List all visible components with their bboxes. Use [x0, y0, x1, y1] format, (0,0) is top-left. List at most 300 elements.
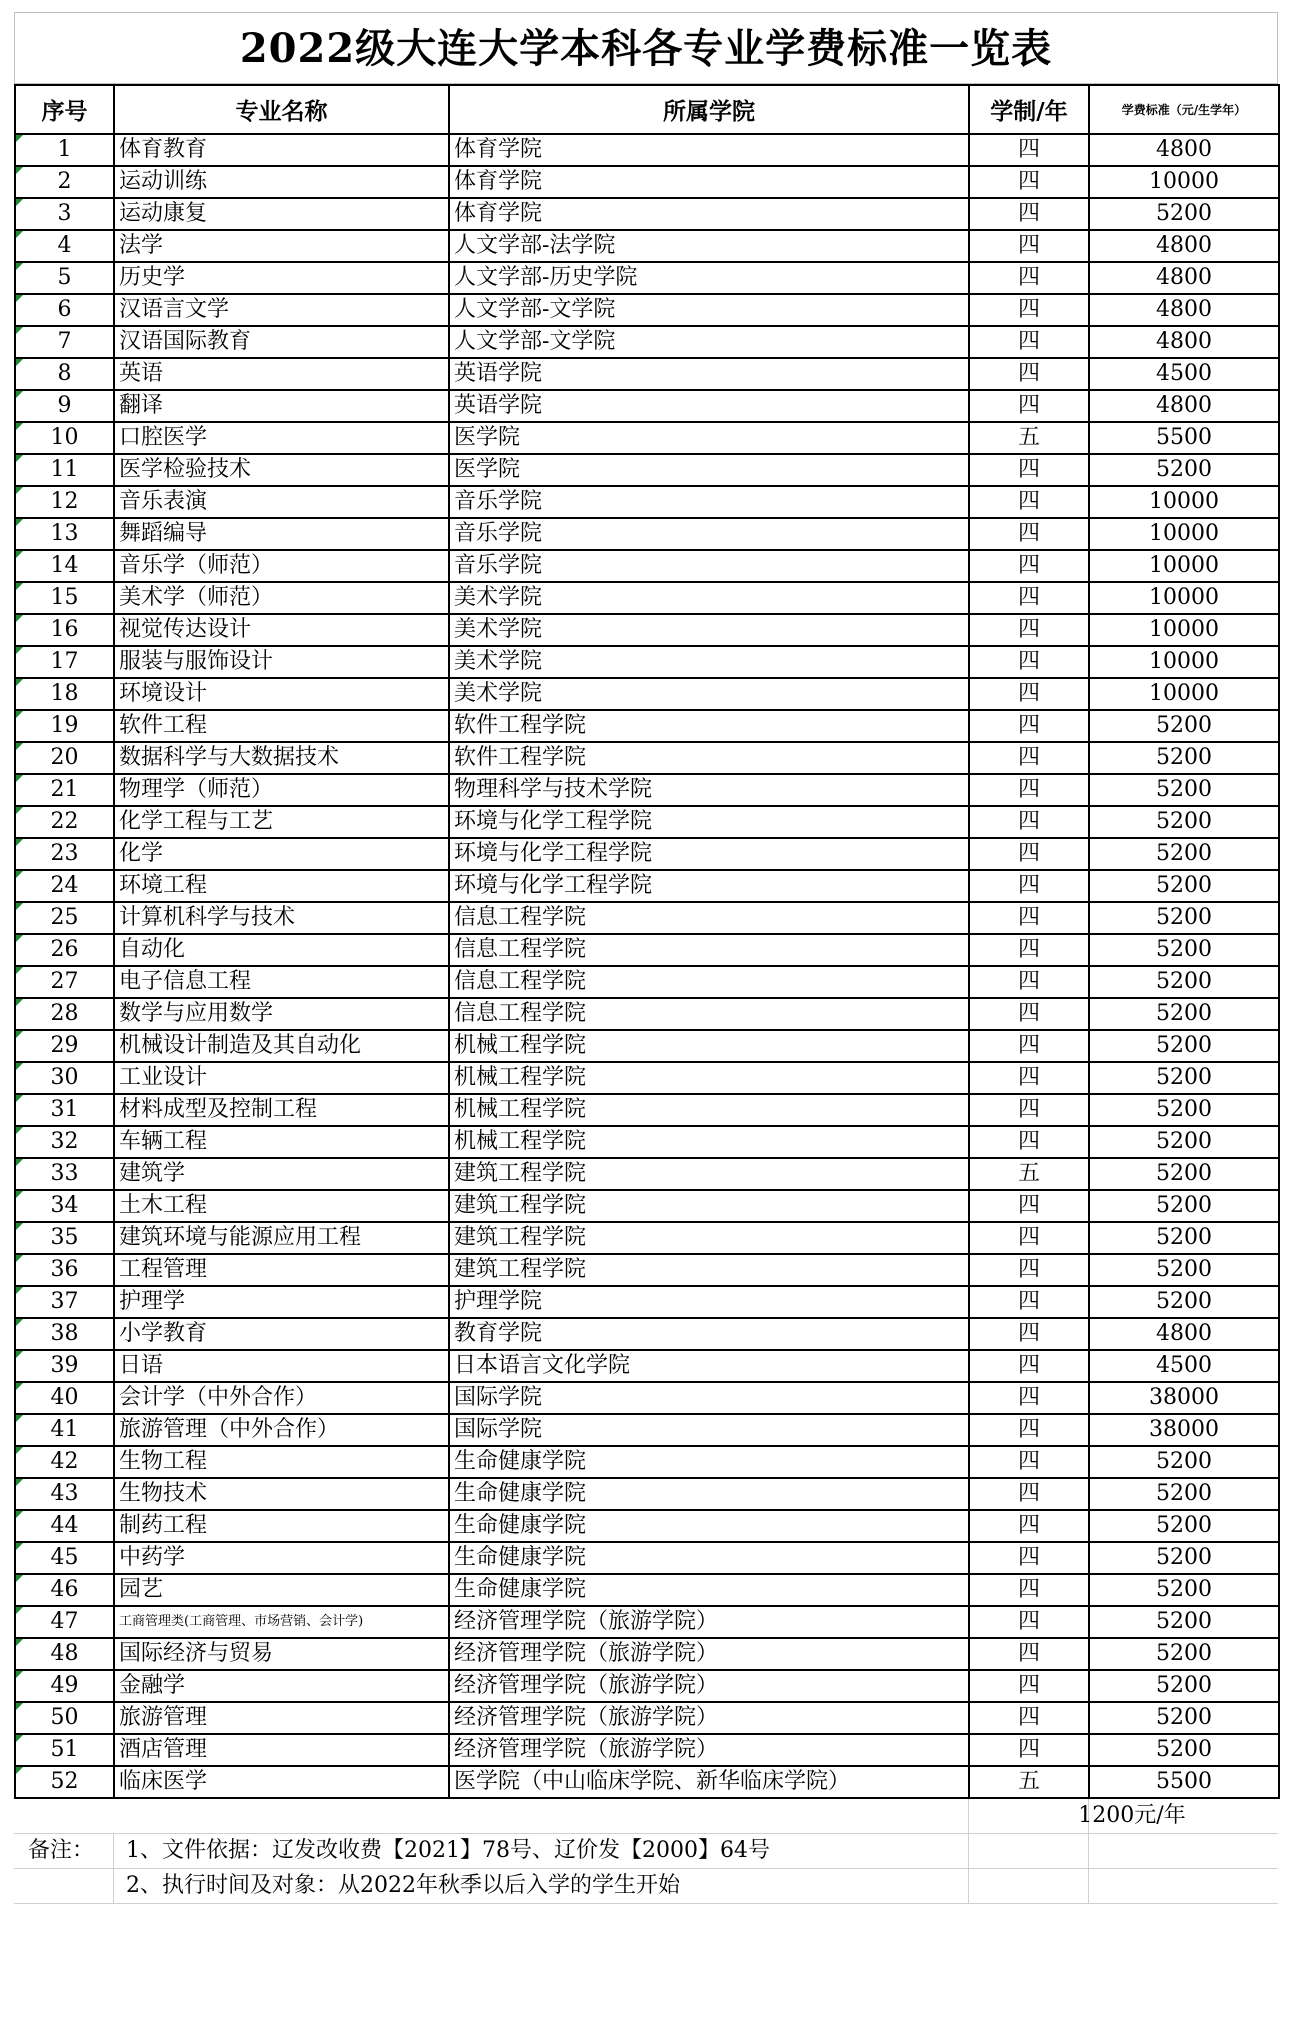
major-name: 日语: [114, 1350, 449, 1382]
extra-fee: 1200元/年: [1078, 1803, 1186, 1828]
tuition-fee: 5200: [1089, 1446, 1279, 1478]
note-line-2: 2、执行时间及对象：从2022年秋季以后入学的学生开始: [126, 1873, 680, 1898]
program-years: 四: [969, 966, 1089, 998]
table-row: [15, 774, 1279, 806]
major-name: 环境工程: [114, 870, 449, 902]
header-years: 学制/年: [969, 85, 1089, 134]
tuition-fee: 4800: [1089, 294, 1279, 326]
major-name: 舞蹈编导: [114, 518, 449, 550]
tuition-fee: 5200: [1089, 1606, 1279, 1638]
row-number: 21: [15, 774, 114, 806]
row-number: 10: [15, 422, 114, 454]
college-name: 人文学部-文学院: [449, 326, 969, 358]
tuition-fee: 5200: [1089, 838, 1279, 870]
row-number: 34: [15, 1190, 114, 1222]
tuition-fee: 5200: [1089, 1190, 1279, 1222]
major-name: 化学工程与工艺: [114, 806, 449, 838]
tuition-fee: 4800: [1089, 1318, 1279, 1350]
college-name: 信息工程学院: [449, 902, 969, 934]
program-years: 四: [969, 1414, 1089, 1446]
table-row: [15, 902, 1279, 934]
header-college: 所属学院: [449, 85, 969, 134]
major-name: 数据科学与大数据技术: [114, 742, 449, 774]
row-number: 33: [15, 1158, 114, 1190]
extra-fee-row: [14, 1799, 1278, 1834]
program-years: 四: [969, 1574, 1089, 1606]
tuition-fee: 10000: [1089, 614, 1279, 646]
college-name: 护理学院: [449, 1286, 969, 1318]
tuition-fee: 5200: [1089, 742, 1279, 774]
tuition-fee: 5200: [1089, 1254, 1279, 1286]
tuition-fee: 5200: [1089, 902, 1279, 934]
table-row: [15, 646, 1279, 678]
program-years: 四: [969, 1030, 1089, 1062]
tuition-fee: 4800: [1089, 326, 1279, 358]
notes-row-2: [14, 1869, 1278, 1904]
program-years: 四: [969, 454, 1089, 486]
table-row: [15, 806, 1279, 838]
table-row: [15, 294, 1279, 326]
major-name: 小学教育: [114, 1318, 449, 1350]
table-row: [15, 1446, 1279, 1478]
tuition-fee: 4800: [1089, 230, 1279, 262]
college-name: 体育学院: [449, 198, 969, 230]
tuition-fee: 5200: [1089, 1638, 1279, 1670]
table-row: [15, 838, 1279, 870]
program-years: 四: [969, 326, 1089, 358]
program-years: 五: [969, 1766, 1089, 1798]
tuition-fee: 5200: [1089, 966, 1279, 998]
program-years: 四: [969, 1734, 1089, 1766]
college-name: 环境与化学工程学院: [449, 870, 969, 902]
tuition-fee: 5200: [1089, 1478, 1279, 1510]
table-row: [15, 454, 1279, 486]
major-name: 国际经济与贸易: [114, 1638, 449, 1670]
tuition-fee: 5200: [1089, 870, 1279, 902]
fee-sheet: [14, 12, 1278, 1904]
tuition-fee: 5200: [1089, 774, 1279, 806]
college-name: 机械工程学院: [449, 1094, 969, 1126]
college-name: 医学院: [449, 454, 969, 486]
college-name: 生命健康学院: [449, 1446, 969, 1478]
major-name: 旅游管理（中外合作）: [114, 1414, 449, 1446]
major-name: 护理学: [114, 1286, 449, 1318]
program-years: 四: [969, 550, 1089, 582]
program-years: 四: [969, 230, 1089, 262]
row-number: 38: [15, 1318, 114, 1350]
major-name: 视觉传达设计: [114, 614, 449, 646]
program-years: 四: [969, 870, 1089, 902]
program-years: 四: [969, 806, 1089, 838]
row-number: 49: [15, 1670, 114, 1702]
row-number: 48: [15, 1638, 114, 1670]
table-row: [15, 870, 1279, 902]
table-row: [15, 1382, 1279, 1414]
major-name: 美术学（师范）: [114, 582, 449, 614]
program-years: 四: [969, 1222, 1089, 1254]
college-name: 美术学院: [449, 646, 969, 678]
major-name: 建筑环境与能源应用工程: [114, 1222, 449, 1254]
program-years: 四: [969, 998, 1089, 1030]
tuition-fee: 4800: [1089, 262, 1279, 294]
table-row: [15, 1190, 1279, 1222]
tuition-fee: 38000: [1089, 1382, 1279, 1414]
table-row: [15, 966, 1279, 998]
program-years: 四: [969, 358, 1089, 390]
tuition-fee: 5200: [1089, 998, 1279, 1030]
major-name: 酒店管理: [114, 1734, 449, 1766]
college-name: 音乐学院: [449, 518, 969, 550]
major-name: 运动训练: [114, 166, 449, 198]
major-name: 汉语国际教育: [114, 326, 449, 358]
row-number: 30: [15, 1062, 114, 1094]
college-name: 美术学院: [449, 582, 969, 614]
tuition-fee: 5200: [1089, 1670, 1279, 1702]
major-name: 生物技术: [114, 1478, 449, 1510]
college-name: 英语学院: [449, 390, 969, 422]
tuition-fee: 10000: [1089, 486, 1279, 518]
table-row: [15, 486, 1279, 518]
row-number: 7: [15, 326, 114, 358]
row-number: 5: [15, 262, 114, 294]
row-number: 6: [15, 294, 114, 326]
program-years: 四: [969, 1702, 1089, 1734]
tuition-fee: 10000: [1089, 518, 1279, 550]
program-years: 五: [969, 1158, 1089, 1190]
tuition-fee: 5200: [1089, 710, 1279, 742]
row-number: 12: [15, 486, 114, 518]
major-name: 电子信息工程: [114, 966, 449, 998]
program-years: 四: [969, 1478, 1089, 1510]
major-name: 工程管理: [114, 1254, 449, 1286]
program-years: 四: [969, 1190, 1089, 1222]
tuition-fee: 5200: [1089, 1062, 1279, 1094]
program-years: 四: [969, 934, 1089, 966]
row-number: 26: [15, 934, 114, 966]
program-years: 四: [969, 1254, 1089, 1286]
major-name: 自动化: [114, 934, 449, 966]
major-name: 运动康复: [114, 198, 449, 230]
major-name: 建筑学: [114, 1158, 449, 1190]
tuition-fee: 4800: [1089, 134, 1279, 166]
row-number: 31: [15, 1094, 114, 1126]
row-number: 11: [15, 454, 114, 486]
row-number: 45: [15, 1542, 114, 1574]
program-years: 四: [969, 198, 1089, 230]
major-name: 英语: [114, 358, 449, 390]
college-name: 建筑工程学院: [449, 1158, 969, 1190]
row-number: 19: [15, 710, 114, 742]
row-number: 23: [15, 838, 114, 870]
header-fee: 学费标准（元/生学年）: [1089, 85, 1279, 134]
table-row: [15, 422, 1279, 454]
program-years: 四: [969, 1318, 1089, 1350]
major-name: 化学: [114, 838, 449, 870]
program-years: 四: [969, 262, 1089, 294]
program-years: 四: [969, 582, 1089, 614]
college-name: 人文学部-文学院: [449, 294, 969, 326]
major-name: 音乐表演: [114, 486, 449, 518]
tuition-fee: 5200: [1089, 1126, 1279, 1158]
program-years: 四: [969, 742, 1089, 774]
table-row: [15, 1286, 1279, 1318]
tuition-fee: 5200: [1089, 1702, 1279, 1734]
program-years: 四: [969, 1510, 1089, 1542]
major-name: 环境设计: [114, 678, 449, 710]
college-name: 国际学院: [449, 1414, 969, 1446]
tuition-fee: 10000: [1089, 678, 1279, 710]
row-number: 40: [15, 1382, 114, 1414]
program-years: 四: [969, 1094, 1089, 1126]
table-row: [15, 166, 1279, 198]
college-name: 环境与化学工程学院: [449, 806, 969, 838]
program-years: 四: [969, 1606, 1089, 1638]
tuition-fee: 38000: [1089, 1414, 1279, 1446]
table-row: [15, 1318, 1279, 1350]
table-row: [15, 1606, 1279, 1638]
major-name: 会计学（中外合作）: [114, 1382, 449, 1414]
row-number: 32: [15, 1126, 114, 1158]
major-name: 法学: [114, 230, 449, 262]
table-row: [15, 742, 1279, 774]
header-no: 序号: [15, 85, 114, 134]
college-name: 音乐学院: [449, 486, 969, 518]
row-number: 8: [15, 358, 114, 390]
college-name: 软件工程学院: [449, 742, 969, 774]
major-name: 历史学: [114, 262, 449, 294]
college-name: 机械工程学院: [449, 1030, 969, 1062]
college-name: 信息工程学院: [449, 998, 969, 1030]
fee-table-body: [15, 134, 1279, 1798]
major-name: 汉语言文学: [114, 294, 449, 326]
program-years: 四: [969, 1062, 1089, 1094]
college-name: 经济管理学院（旅游学院）: [449, 1606, 969, 1638]
college-name: 经济管理学院（旅游学院）: [449, 1734, 969, 1766]
tuition-fee: 5200: [1089, 198, 1279, 230]
note-line-1: 1、文件依据：辽发改收费【2021】78号、辽价发【2000】64号: [126, 1838, 770, 1863]
major-name: 服装与服饰设计: [114, 646, 449, 678]
program-years: 四: [969, 518, 1089, 550]
program-years: 四: [969, 902, 1089, 934]
college-name: 人文学部-历史学院: [449, 262, 969, 294]
table-row: [15, 1126, 1279, 1158]
table-row: [15, 1670, 1279, 1702]
row-number: 22: [15, 806, 114, 838]
table-row: [15, 1510, 1279, 1542]
major-name: 音乐学（师范）: [114, 550, 449, 582]
table-row: [15, 1030, 1279, 1062]
college-name: 生命健康学院: [449, 1510, 969, 1542]
table-row: [15, 1734, 1279, 1766]
college-name: 教育学院: [449, 1318, 969, 1350]
program-years: 四: [969, 838, 1089, 870]
major-name: 旅游管理: [114, 1702, 449, 1734]
program-years: 四: [969, 1382, 1089, 1414]
major-name: 机械设计制造及其自动化: [114, 1030, 449, 1062]
row-number: 50: [15, 1702, 114, 1734]
page-title: 2022级大连大学本科各专业学费标准一览表: [14, 12, 1278, 84]
row-number: 16: [15, 614, 114, 646]
row-number: 42: [15, 1446, 114, 1478]
table-row: [15, 1574, 1279, 1606]
table-row: [15, 1094, 1279, 1126]
program-years: 四: [969, 1446, 1089, 1478]
tuition-fee: 5200: [1089, 1734, 1279, 1766]
row-number: 29: [15, 1030, 114, 1062]
program-years: 四: [969, 646, 1089, 678]
college-name: 医学院: [449, 422, 969, 454]
table-row: [15, 998, 1279, 1030]
college-name: 经济管理学院（旅游学院）: [449, 1638, 969, 1670]
table-row: [15, 614, 1279, 646]
program-years: 四: [969, 1126, 1089, 1158]
row-number: 24: [15, 870, 114, 902]
row-number: 28: [15, 998, 114, 1030]
college-name: 国际学院: [449, 1382, 969, 1414]
table-row: [15, 678, 1279, 710]
major-name: 计算机科学与技术: [114, 902, 449, 934]
table-row: [15, 582, 1279, 614]
tuition-fee: 5200: [1089, 1094, 1279, 1126]
fee-table: [14, 84, 1280, 1799]
college-name: 体育学院: [449, 166, 969, 198]
major-name: 土木工程: [114, 1190, 449, 1222]
table-row: [15, 1766, 1279, 1798]
row-number: 27: [15, 966, 114, 998]
row-number: 41: [15, 1414, 114, 1446]
row-number: 51: [15, 1734, 114, 1766]
header-major: 专业名称: [114, 85, 449, 134]
tuition-fee: 5200: [1089, 454, 1279, 486]
row-number: 39: [15, 1350, 114, 1382]
program-years: 四: [969, 486, 1089, 518]
tuition-fee: 4500: [1089, 358, 1279, 390]
college-name: 生命健康学院: [449, 1542, 969, 1574]
table-row: [15, 134, 1279, 166]
tuition-fee: 5200: [1089, 1158, 1279, 1190]
program-years: 五: [969, 422, 1089, 454]
row-number: 14: [15, 550, 114, 582]
table-row: [15, 518, 1279, 550]
table-row: [15, 1478, 1279, 1510]
program-years: 四: [969, 134, 1089, 166]
college-name: 建筑工程学院: [449, 1190, 969, 1222]
tuition-fee: 5500: [1089, 422, 1279, 454]
college-name: 经济管理学院（旅游学院）: [449, 1702, 969, 1734]
major-name: 中药学: [114, 1542, 449, 1574]
table-row: [15, 230, 1279, 262]
major-name: 体育教育: [114, 134, 449, 166]
tuition-fee: 10000: [1089, 166, 1279, 198]
college-name: 人文学部-法学院: [449, 230, 969, 262]
row-number: 1: [15, 134, 114, 166]
program-years: 四: [969, 1286, 1089, 1318]
major-name: 生物工程: [114, 1446, 449, 1478]
major-name: 车辆工程: [114, 1126, 449, 1158]
major-name: 物理学（师范）: [114, 774, 449, 806]
program-years: 四: [969, 294, 1089, 326]
header-row: [15, 85, 1279, 134]
tuition-fee: 5200: [1089, 806, 1279, 838]
major-name: 软件工程: [114, 710, 449, 742]
college-name: 信息工程学院: [449, 966, 969, 998]
row-number: 37: [15, 1286, 114, 1318]
college-name: 体育学院: [449, 134, 969, 166]
tuition-fee: 10000: [1089, 646, 1279, 678]
table-row: [15, 1350, 1279, 1382]
table-row: [15, 358, 1279, 390]
major-name: 医学检验技术: [114, 454, 449, 486]
tuition-fee: 4500: [1089, 1350, 1279, 1382]
table-row: [15, 934, 1279, 966]
major-name: 临床医学: [114, 1766, 449, 1798]
notes-row-1: [14, 1834, 1278, 1869]
college-name: 信息工程学院: [449, 934, 969, 966]
row-number: 4: [15, 230, 114, 262]
program-years: 四: [969, 710, 1089, 742]
college-name: 美术学院: [449, 678, 969, 710]
row-number: 47: [15, 1606, 114, 1638]
program-years: 四: [969, 614, 1089, 646]
tuition-fee: 5500: [1089, 1766, 1279, 1798]
major-name: 工商管理类(工商管理、市场营销、会计学): [114, 1606, 449, 1638]
tuition-fee: 5200: [1089, 934, 1279, 966]
table-row: [15, 550, 1279, 582]
tuition-fee: 4800: [1089, 390, 1279, 422]
table-row: [15, 1702, 1279, 1734]
major-name: 翻译: [114, 390, 449, 422]
college-name: 英语学院: [449, 358, 969, 390]
college-name: 物理科学与技术学院: [449, 774, 969, 806]
table-row: [15, 1254, 1279, 1286]
college-name: 经济管理学院（旅游学院）: [449, 1670, 969, 1702]
row-number: 3: [15, 198, 114, 230]
row-number: 2: [15, 166, 114, 198]
college-name: 日本语言文化学院: [449, 1350, 969, 1382]
row-number: 43: [15, 1478, 114, 1510]
tuition-fee: 10000: [1089, 550, 1279, 582]
college-name: 医学院（中山临床学院、新华临床学院）: [449, 1766, 969, 1798]
tuition-fee: 5200: [1089, 1030, 1279, 1062]
college-name: 生命健康学院: [449, 1478, 969, 1510]
major-name: 园艺: [114, 1574, 449, 1606]
program-years: 四: [969, 1350, 1089, 1382]
row-number: 15: [15, 582, 114, 614]
table-row: [15, 710, 1279, 742]
major-name: 金融学: [114, 1670, 449, 1702]
program-years: 四: [969, 166, 1089, 198]
tuition-fee: 10000: [1089, 582, 1279, 614]
program-years: 四: [969, 678, 1089, 710]
college-name: 机械工程学院: [449, 1062, 969, 1094]
college-name: 生命健康学院: [449, 1574, 969, 1606]
row-number: 9: [15, 390, 114, 422]
major-name: 材料成型及控制工程: [114, 1094, 449, 1126]
college-name: 美术学院: [449, 614, 969, 646]
program-years: 四: [969, 1542, 1089, 1574]
major-name: 制药工程: [114, 1510, 449, 1542]
major-name: 数学与应用数学: [114, 998, 449, 1030]
row-number: 44: [15, 1510, 114, 1542]
row-number: 35: [15, 1222, 114, 1254]
tuition-fee: 5200: [1089, 1286, 1279, 1318]
table-row: [15, 1222, 1279, 1254]
row-number: 13: [15, 518, 114, 550]
row-number: 25: [15, 902, 114, 934]
program-years: 四: [969, 774, 1089, 806]
row-number: 36: [15, 1254, 114, 1286]
college-name: 音乐学院: [449, 550, 969, 582]
